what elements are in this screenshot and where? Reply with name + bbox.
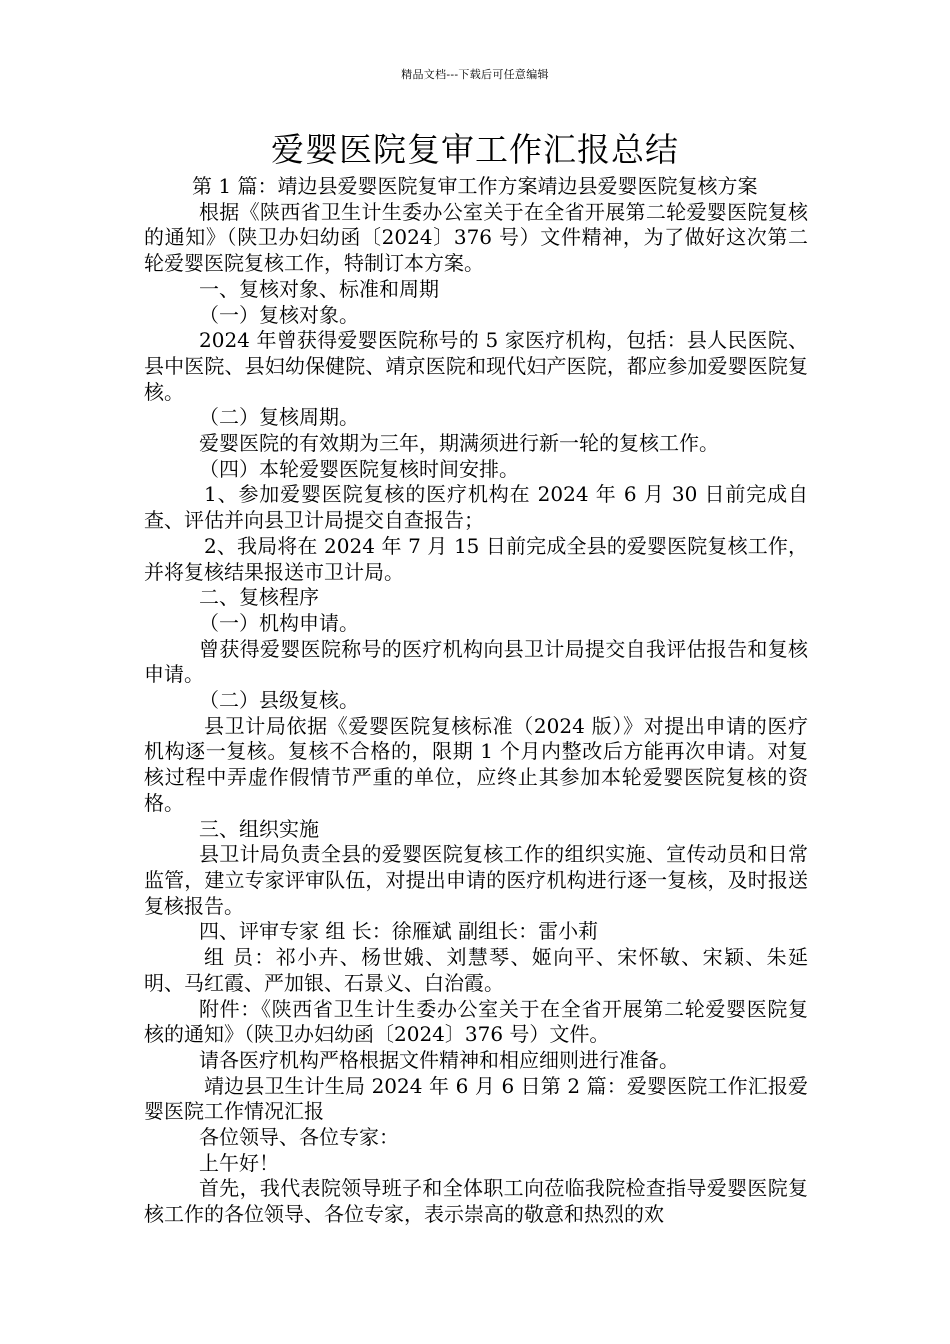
paragraph: 请各医疗机构严格根据文件精神和相应细则进行准备。 [199,1047,679,1072]
paragraph: 曾获得爱婴医院称号的医疗机构向县卫计局提交自我评估报告和复核申请。 [144,636,808,687]
paragraph: 2024 年曾获得爱婴医院称号的 5 家医疗机构，包括：县人民医院、县中医院、县妇幼保健院、靖京医院和现代妇产医院，都应参加爱婴医院复核。 [144,328,808,404]
paragraph: 三、组织实施 [199,816,319,841]
paragraph: （一）复核对象。 [199,302,359,327]
paragraph: （一）机构申请。 [199,610,359,635]
paragraph: 首先，我代表院领导班子和全体职工向莅临我院检查指导爱婴医院复核工作的各位领导、各位专家，表示崇高的敬意和热烈的欢 [144,1176,808,1227]
document-title: 爱婴医院复审工作汇报总结 [271,130,679,169]
paragraph: 县卫计局依据《爱婴医院复核标准（2024 版）》对提出申请的医疗机构逐一复核。复核不合格的，限期 1 个月内整改后方能再次申请。对复核过程中弄虚作假情节严重的单位，应终止其参加本轮爱婴医院复核的资格。 [144,713,808,815]
header-note: 精品文档---下载后可任意编辑 [401,68,549,81]
paragraph: 第 1 篇：靖边县爱婴医院复审工作方案靖边县爱婴医院复核方案 [192,174,758,198]
paragraph: （二）县级复核。 [199,688,359,713]
paragraph: 2、我局将在 2024 年 7 月 15 日前完成全县的爱婴医院复核工作，并将复核结果报送市卫计局。 [144,533,808,584]
paragraph: 靖边县卫生计生局 2024 年 6 月 6 日第 2 篇：爱婴医院工作汇报爱婴医院工作情况汇报 [144,1073,808,1124]
document-body [144,174,808,1228]
paragraph: 组 员：祁小卉、杨世娥、刘慧琴、姬向平、宋怀敏、宋颖、朱延明、马红霞、严加银、石景义、白治霞。 [144,945,808,995]
paragraph: 爱婴医院的有效期为三年，期满须进行新一轮的复核工作。 [199,431,719,456]
paragraph: 1、参加爱婴医院复核的医疗机构在 2024 年 6 月 30 日前完成自查、评估并向县卫计局提交自查报告； [144,482,808,533]
paragraph: 一、复核对象、标准和周期 [199,276,439,301]
paragraph: （二）复核周期。 [199,405,359,430]
paragraph: 各位领导、各位专家： [199,1125,399,1150]
paragraph: 上午好！ [199,1150,279,1175]
paragraph: 附件：《陕西省卫生计生委办公室关于在全省开展第二轮爱婴医院复核的通知》（陕卫办妇幼函〔2024〕376 号）文件。 [144,996,808,1047]
paragraph: 根据《陕西省卫生计生委办公室关于在全省开展第二轮爱婴医院复核的通知》（陕卫办妇幼函〔2024〕376 号）文件精神，为了做好这次第二轮爱婴医院复核工作，特制订本方案。 [144,199,808,276]
paragraph: （四）本轮爱婴医院复核时间安排。 [199,456,519,481]
paragraph: 县卫计局负责全县的爱婴医院复核工作的组织实施、宣传动员和日常监管，建立专家评审队伍，对提出申请的医疗机构进行逐一复核，及时报送复核报告。 [144,842,808,918]
paragraph: 二、复核程序 [199,585,319,610]
paragraph: 四、评审专家 组 长：徐雁斌 副组长：雷小莉 [199,919,599,944]
